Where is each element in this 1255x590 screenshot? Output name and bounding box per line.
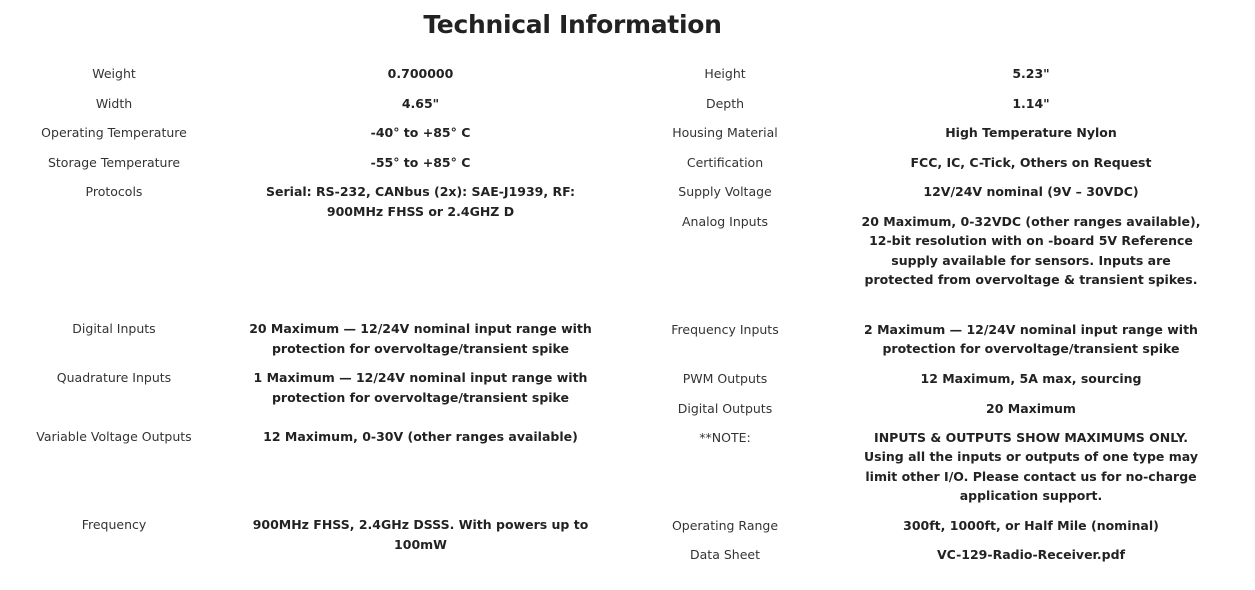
spec-value: 2 Maximum — 12/24V nominal input range with protection for overvoltage/transient spike xyxy=(864,321,1198,356)
specs-right-column xyxy=(610,64,1250,575)
spec-label: Width xyxy=(95,95,133,111)
spec-label: Frequency xyxy=(81,517,147,532)
spec-row-storage-temperature xyxy=(0,153,620,183)
spec-row-variable-voltage-outputs xyxy=(0,427,620,515)
spec-label: Supply Voltage xyxy=(678,184,772,199)
spec-row-protocols xyxy=(0,182,620,319)
spec-value: 5.23" xyxy=(1012,66,1050,81)
spec-row-operating-range xyxy=(610,516,1250,546)
spec-value: 1 Maximum — 12/24V nominal input range with protection for overvoltage/transient spike xyxy=(253,370,588,405)
spec-label: Analog Inputs xyxy=(681,213,769,229)
spec-value: 20 Maximum — 12/24V nominal input range with protection for overvoltage/transient spike xyxy=(249,321,592,356)
spec-row-certification xyxy=(610,153,1250,183)
spec-row-weight xyxy=(0,64,620,94)
spec-row-supply-voltage xyxy=(610,182,1250,212)
spec-value: 12 Maximum, 0-30V (other ranges available) xyxy=(263,429,578,444)
spec-label: Operating Range xyxy=(671,517,779,533)
spec-label: PWM Outputs xyxy=(682,370,768,386)
spec-value: 20 Maximum xyxy=(986,400,1076,416)
spec-label: **NOTE: xyxy=(699,429,751,445)
spec-label: Variable Voltage Outputs xyxy=(36,429,192,444)
data-sheet-link[interactable]: VC-129-Radio-Receiver.pdf xyxy=(936,547,1126,562)
spec-row-data-sheet xyxy=(610,545,1250,575)
spec-label: Depth xyxy=(705,95,745,111)
spec-value: 4.65" xyxy=(401,95,440,111)
spec-row-note xyxy=(610,428,1250,516)
page-title: Technical Information xyxy=(423,10,722,39)
spec-row-operating-temperature xyxy=(0,123,620,153)
spec-value: 12 Maximum, 5A max, sourcing xyxy=(920,370,1142,386)
spec-label: Quadrature Inputs xyxy=(56,370,172,385)
specs-left-column xyxy=(0,64,620,564)
spec-label: Housing Material xyxy=(672,125,778,140)
spec-label: Operating Temperature xyxy=(41,125,187,140)
spec-value: INPUTS & OUTPUTS SHOW MAXIMUMS ONLY. Using all the inputs or outputs of one type may limit other I/O. Please contact us for no-charge application support. xyxy=(864,429,1198,503)
spec-label: Height xyxy=(704,66,746,81)
spec-row-pwm-outputs xyxy=(610,369,1250,399)
spec-label: Frequency Inputs xyxy=(671,321,779,337)
spec-value: Serial: RS-232, CANbus (2x): SAE-J1939, RF: 900MHz FHSS or 2.4GHZ D xyxy=(266,184,575,219)
spec-row-height xyxy=(610,64,1250,94)
spec-row-frequency xyxy=(0,515,620,564)
spec-value: 12V/24V nominal (9V – 30VDC) xyxy=(923,184,1139,199)
spec-row-analog-inputs xyxy=(610,212,1250,320)
spec-value: -40° to +85° C xyxy=(370,125,471,140)
spec-row-digital-inputs xyxy=(0,319,620,368)
spec-label: Weight xyxy=(92,66,136,81)
spec-row-digital-outputs xyxy=(610,399,1250,428)
spec-value: FCC, IC, C-Tick, Others on Request xyxy=(910,154,1152,170)
spec-value: 20 Maximum, 0-32VDC (other ranges available), 12-bit resolution with on -board 5V Reference supply available for sensors. Inputs are protected from overvoltage & transient spikes. xyxy=(861,213,1201,287)
spec-value: 1.14" xyxy=(1012,95,1050,111)
spec-row-width xyxy=(0,94,620,124)
spec-label: Storage Temperature xyxy=(47,154,181,170)
spec-value: 900MHz FHSS, 2.4GHz DSSS. With powers up to 100mW xyxy=(252,517,589,552)
spec-label: Digital Inputs xyxy=(72,321,156,336)
spec-value: 0.700000 xyxy=(387,66,454,81)
spec-value: High Temperature Nylon xyxy=(945,125,1117,140)
spec-label: Protocols xyxy=(85,184,143,199)
spec-row-depth xyxy=(610,94,1250,124)
spec-value: -55° to +85° C xyxy=(370,154,471,170)
spec-row-quadrature-inputs xyxy=(0,368,620,427)
spec-row-frequency-inputs xyxy=(610,320,1250,369)
spec-label: Data Sheet xyxy=(690,547,760,562)
spec-value: 300ft, 1000ft, or Half Mile (nominal) xyxy=(903,517,1159,533)
spec-label: Certification xyxy=(686,154,764,170)
spec-row-housing-material xyxy=(610,123,1250,153)
spec-label: Digital Outputs xyxy=(677,400,773,416)
